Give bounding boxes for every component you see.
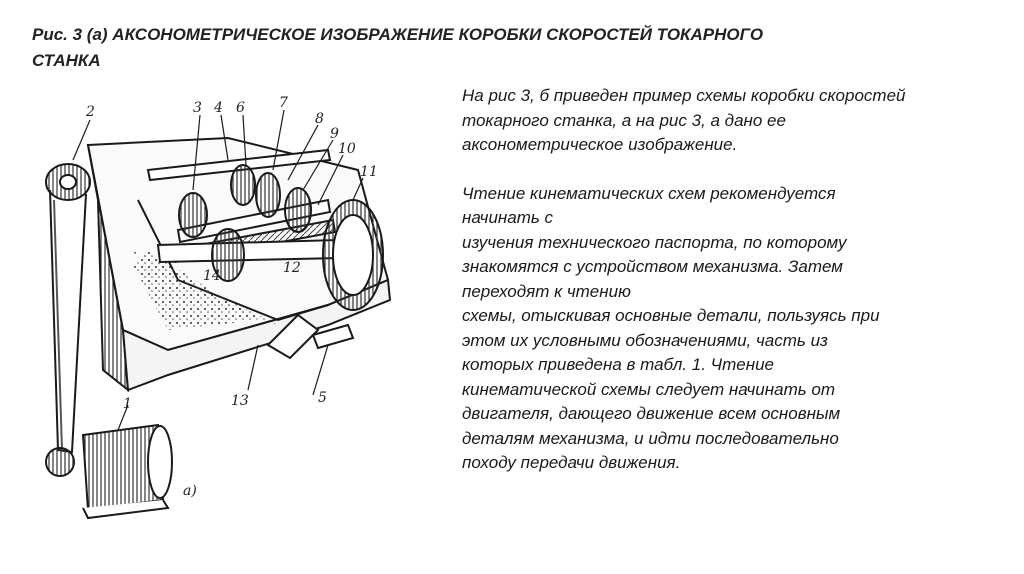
text-line: этом их условными обозначениями, часть из [462, 330, 828, 350]
callout-14: 14 [203, 268, 221, 284]
text-line: токарного станка, а на рис 3, а дано ее [462, 110, 786, 130]
callout-3: 3 [193, 100, 202, 116]
text-line: которых приведена в табл. 1. Чтение [462, 355, 774, 374]
callout-10: 10 [338, 141, 356, 157]
electric-motor [46, 425, 172, 518]
text-line: аксонометрическое изображение. [462, 135, 738, 154]
callout-13: 13 [231, 393, 249, 409]
body-text [462, 84, 982, 476]
paragraph-1 [462, 84, 982, 158]
text-line: двигателя, дающего движение всем основным [462, 404, 841, 423]
text-line: схемы, отыскивая основные детали, пользуясь при [462, 306, 880, 325]
text-line: знакомятся с устройством механизма. Затем [462, 257, 843, 276]
text-line: переходят к чтению [462, 281, 631, 301]
callout-1: 1 [123, 396, 132, 412]
title-line-1: Рис. 3 (а) АКСОНОМЕТРИЧЕСКОЕ ИЗОБРАЖЕНИЕ КОРОБКИ СКОРОСТЕЙ ТОКАРНОГО [32, 25, 764, 44]
text-line: походу передачи движения. [462, 453, 681, 472]
paragraph-2 [462, 182, 982, 476]
callout-7: 7 [279, 95, 288, 111]
text-line: начинать с [462, 208, 554, 227]
callout-2: 2 [86, 104, 95, 120]
callout-8: 8 [315, 111, 324, 127]
pulley-belt [46, 164, 90, 452]
panel-label: а) [183, 483, 197, 499]
callout-6: 6 [236, 100, 245, 116]
text-line: изучения технического паспорта, по которому [462, 232, 847, 252]
callout-11: 11 [360, 164, 378, 180]
callout-4: 4 [214, 100, 223, 116]
callout-5: 5 [318, 390, 327, 406]
text-line: деталям механизма, и идти последовательно [462, 428, 839, 448]
callout-12: 12 [283, 260, 301, 276]
title-line-2: СТАНКА [32, 51, 101, 70]
text-line: На рис 3, б приведен пример схемы коробки скоростей [462, 86, 906, 105]
text-line: Чтение кинематических схем рекомендуется [462, 183, 836, 203]
callout-9: 9 [330, 126, 339, 142]
gearbox-axonometric-drawing [28, 90, 448, 530]
slide-title [32, 22, 832, 74]
text-line: кинематической схемы следует начинать от [462, 379, 836, 399]
